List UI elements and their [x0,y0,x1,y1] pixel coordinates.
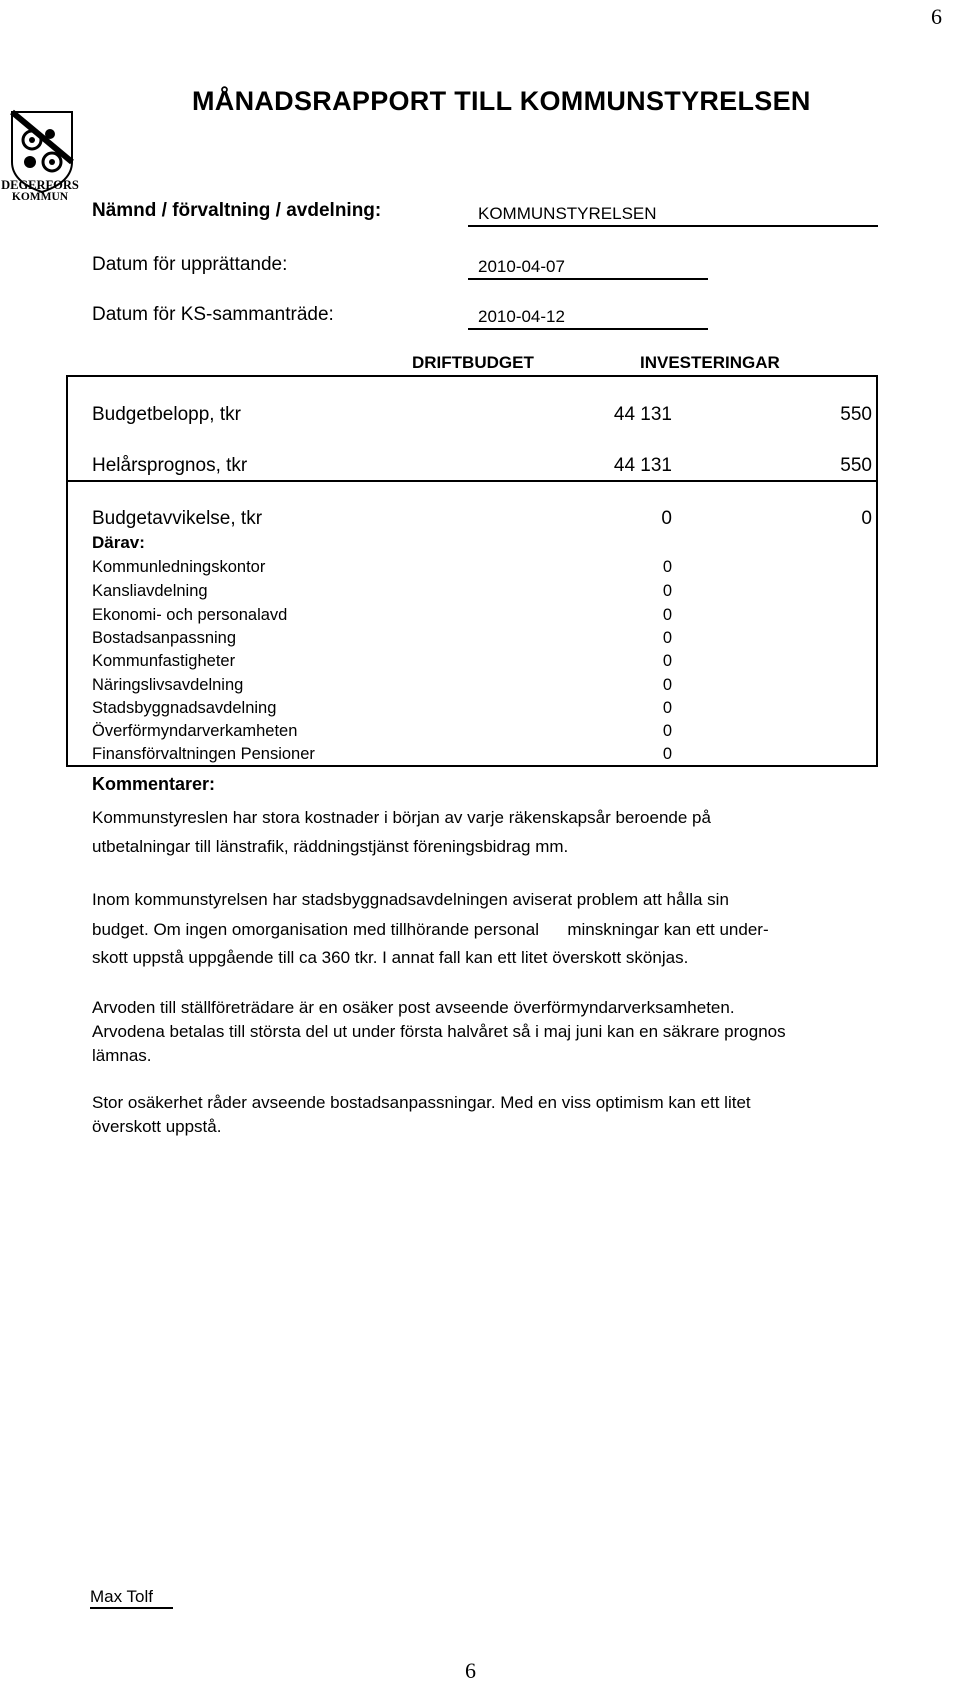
sub-row-label: Kommunfastigheter [92,652,236,670]
col-header-investeringar: INVESTERINGAR [640,353,780,372]
sub-row-label: Näringslivsavdelning [92,676,244,694]
comment-line: lämnas. [92,1046,152,1065]
sub-row-value: 0 [662,582,672,600]
invest-value: 550 [840,455,872,476]
sub-row-value: 0 [662,745,672,763]
darav-label: Därav: [92,533,145,552]
drift-value: 0 [661,508,672,529]
sub-row-value: 0 [662,722,672,740]
sub-row-label: Finansförvaltningen Pensioner [92,745,315,763]
budget-table [66,375,878,767]
sub-row-value: 0 [662,652,672,670]
datum-value: 2010-04-07 [468,256,708,280]
row-label: Helårsprognos, tkr [92,455,248,476]
comments-heading: Kommentarer: [92,774,216,794]
sub-row-label: Kommunledningskontor [92,558,266,576]
sub-row-value: 0 [662,558,672,576]
sub-row-label: Kansliavdelning [92,582,208,600]
comment-line: Inom kommunstyrelsen har stadsbyggnadsavdelningen aviserat problem att hålla sin [92,890,729,909]
ks-date-value: 2010-04-12 [468,306,708,330]
page-number-bottom: 6 [465,1658,476,1683]
logo-text-line2: KOMMUN [11,191,69,203]
sub-row-label: Bostadsanpassning [92,629,237,647]
table-divider [68,480,876,482]
sub-row-value: 0 [662,629,672,647]
sub-row-value: 0 [662,606,672,624]
comment-line: Stor osäkerhet råder avseende bostadsanpassningar. Med en viss optimism kan ett litet [92,1093,751,1112]
row-label: Budgetavvikelse, tkr [92,508,263,529]
invest-value: 0 [861,508,872,529]
comment-line: överskott uppstå. [92,1117,222,1136]
page-title: MÅNADSRAPPORT TILL KOMMUNSTYRELSEN [192,86,811,116]
invest-value: 550 [840,404,872,425]
namnd-label: Nämnd / förvaltning / avdelning: [92,200,382,221]
sub-row-value: 0 [662,676,672,694]
comment-line: Kommunstyreslen har stora kostnader i början av varje räkenskapsår beroende på [92,808,711,827]
sub-row-label: Ekonomi- och personalavd [92,606,288,624]
sub-row-label: Överförmyndarverkamheten [92,722,298,740]
logo-text-line1: DEGERFORS [1,178,79,192]
comment-line: utbetalningar till länstrafik, räddningstjänst föreningsbidrag mm. [92,837,569,856]
comment-line: Arvoden till ställföreträdare är en osäker post avseende överförmyndarverksamheten. [92,998,735,1017]
col-header-driftbudget: DRIFTBUDGET [412,353,534,372]
comment-line: budget. Om ingen omorganisation med tillhörande personal minskningar kan ett under- [92,920,769,939]
sub-row-label: Stadsbyggnadsavdelning [92,699,277,717]
sub-row-value: 0 [662,699,672,717]
drift-value: 44 131 [613,404,672,425]
signature: Max Tolf [90,1587,173,1609]
ks-date-label: Datum för KS-sammanträde: [92,304,334,325]
drift-value: 44 131 [613,455,672,476]
datum-label: Datum för upprättande: [92,254,288,275]
comment-line: skott uppstå uppgående till ca 360 tkr. I annat fall kan ett litet överskott skönjas. [92,948,689,967]
page-number-top: 6 [931,4,942,29]
row-label: Budgetbelopp, tkr [92,404,241,425]
comment-line: Arvodena betalas till största del ut under första halvåret så i maj juni kan en säkrare prognos [92,1022,786,1041]
namnd-value: KOMMUNSTYRELSEN [468,203,878,227]
